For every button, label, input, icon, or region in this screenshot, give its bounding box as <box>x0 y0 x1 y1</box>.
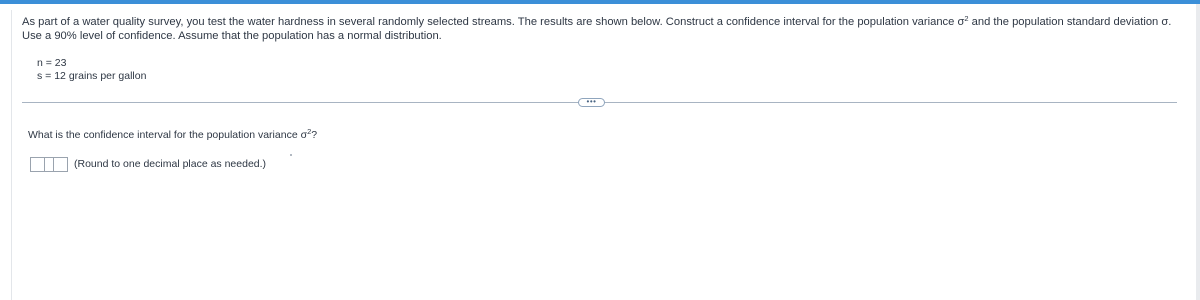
given-values <box>37 57 146 82</box>
ellipsis-icon[interactable]: ••• <box>578 98 605 107</box>
sub-question <box>28 129 317 142</box>
right-scroll-edge <box>1196 4 1200 300</box>
sub-question-sup: 2 <box>307 127 312 136</box>
question-part2: and the population standard deviation σ. Use a 90% level of confidence. Assume that the population has a normal distribution. <box>22 16 1172 42</box>
rounding-hint: (Round to one decimal place as needed.) <box>74 158 267 170</box>
left-border <box>11 10 12 300</box>
sub-question-end: ? <box>311 129 318 141</box>
sub-question-text: What is the confidence interval for the population variance σ <box>28 129 308 141</box>
cursor-dot <box>290 154 292 156</box>
question-sup: 2 <box>964 14 969 23</box>
question-part1: As part of a water quality survey, you test the water hardness in several randomly selected streams. The results are shown below. Construct a confidence interval for the population variance σ <box>22 16 965 28</box>
upper-bound-input[interactable] <box>53 157 68 172</box>
given-s: s = 12 grains per gallon <box>37 69 147 82</box>
lower-bound-input[interactable] <box>30 157 45 172</box>
question-text <box>22 16 1182 43</box>
answer-row <box>30 155 266 173</box>
given-n: n = 23 <box>37 57 67 69</box>
top-accent-bar <box>0 0 1200 4</box>
